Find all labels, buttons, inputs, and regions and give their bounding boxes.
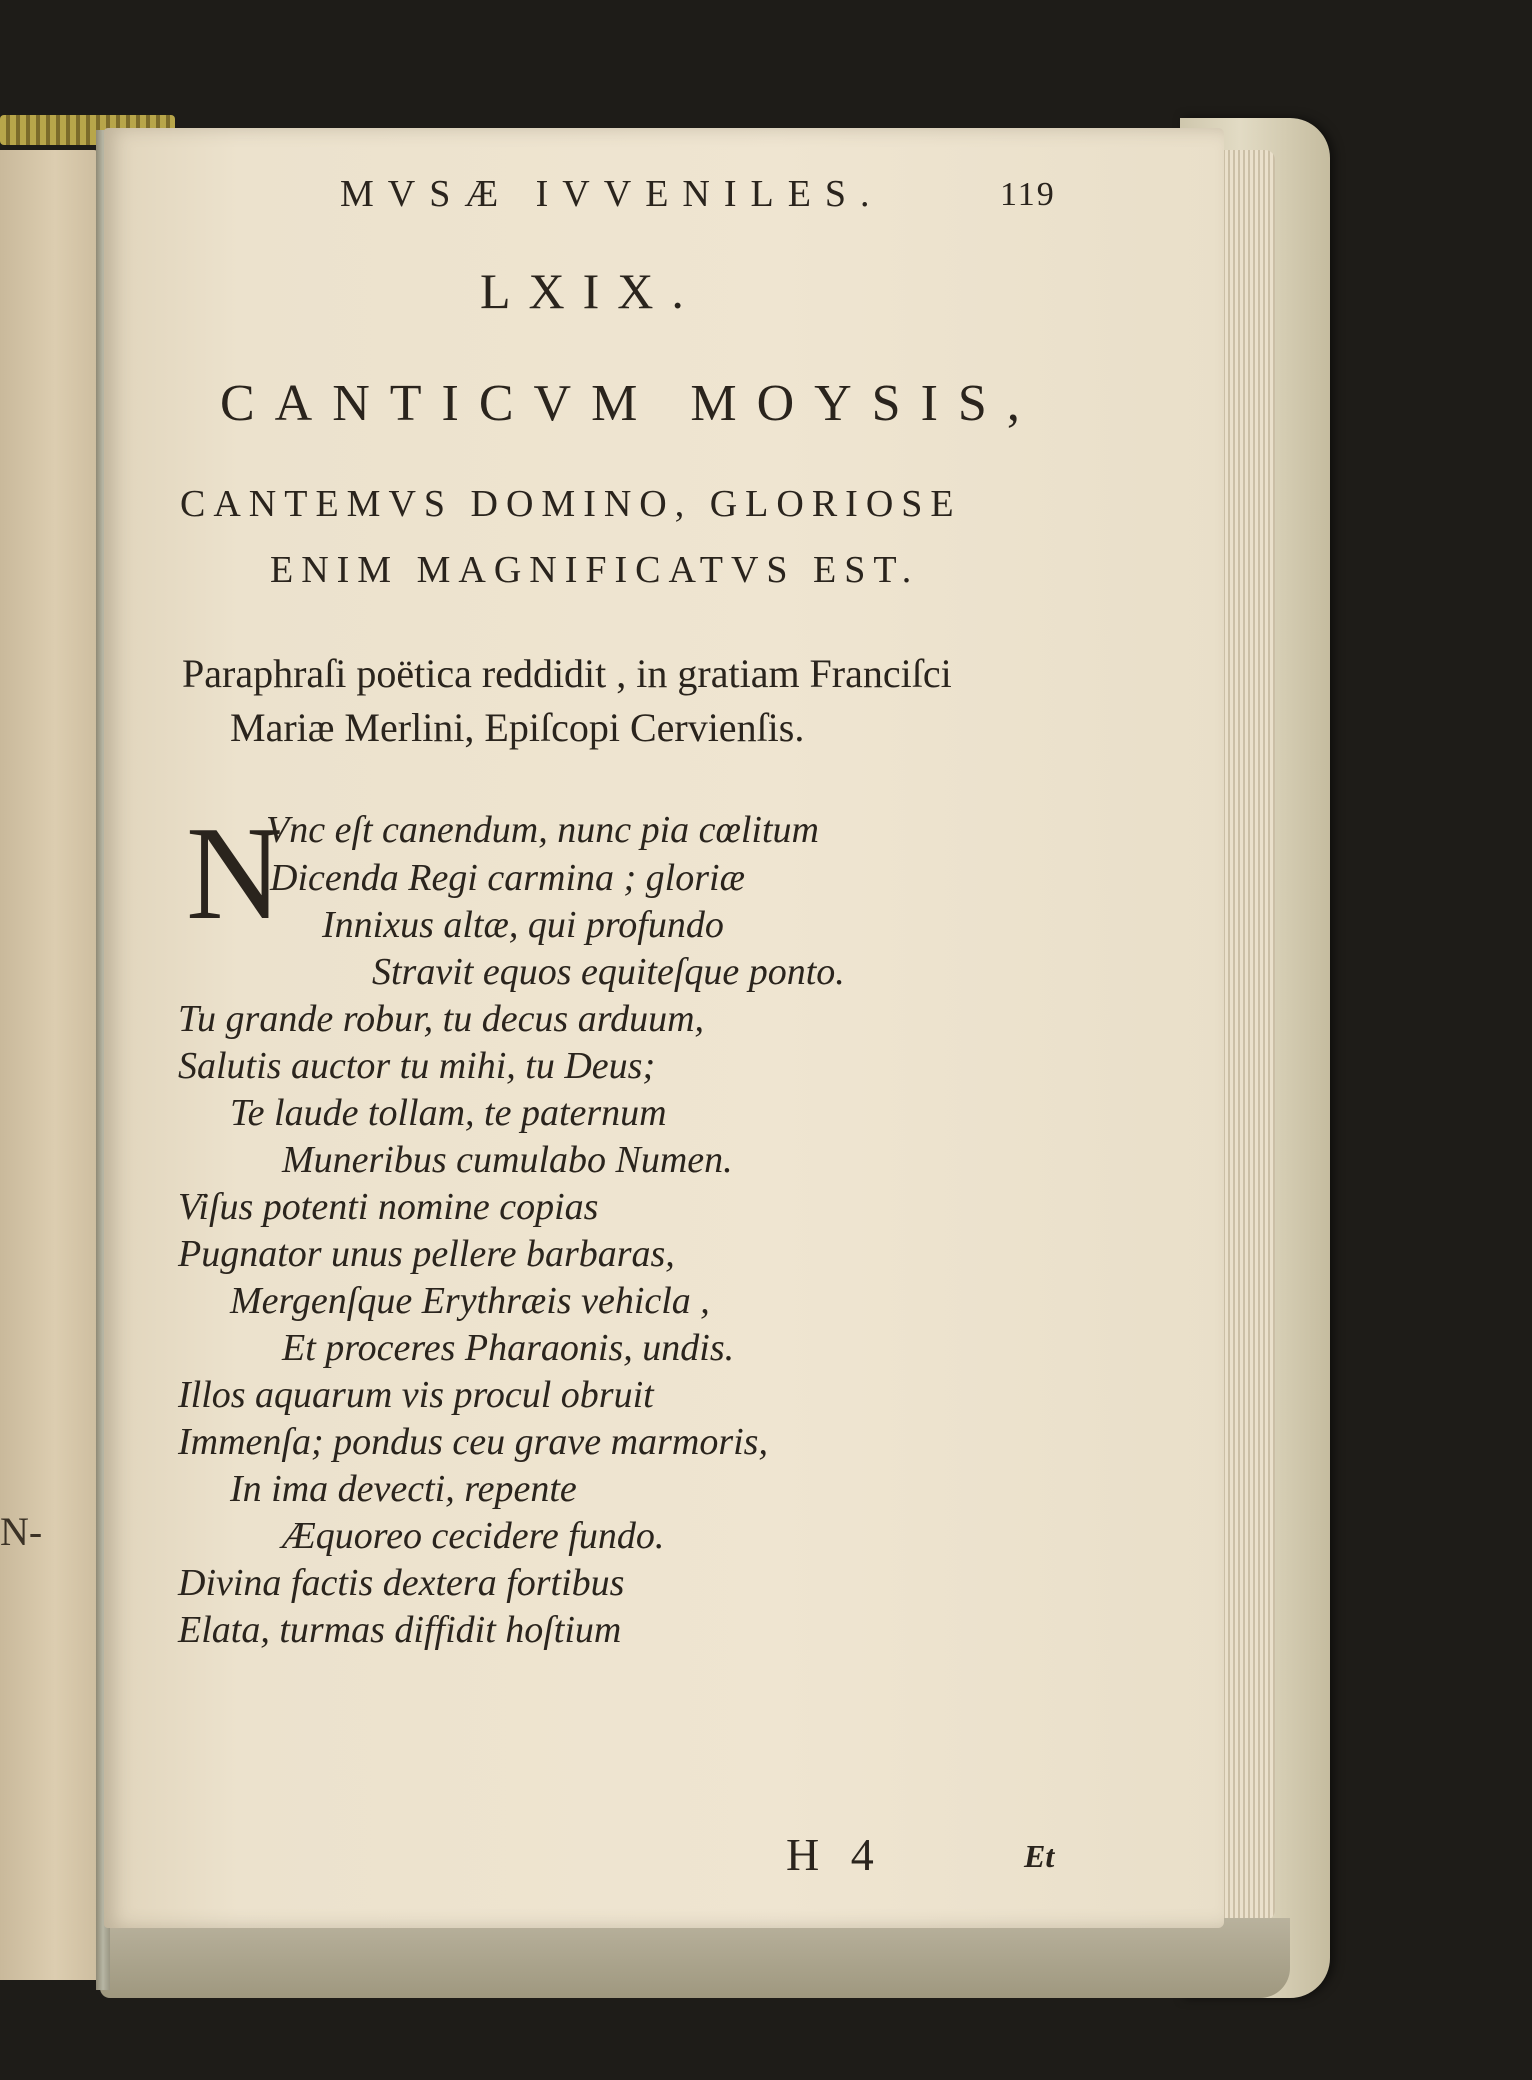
- verse-line: Pugnator unus pellere barbaras,: [178, 1233, 675, 1275]
- page-fore-edge: [1215, 150, 1275, 1920]
- poem-title: CANTICVM MOYSIS,: [220, 375, 1040, 432]
- subtitle-line: CANTEMVS DOMINO, GLORIOSE: [180, 483, 962, 525]
- verse-line: Immenſa; pondus ceu grave marmoris,: [178, 1421, 768, 1463]
- drop-cap: N: [186, 799, 283, 947]
- verse-line: Stravit equos equiteſque ponto.: [372, 951, 845, 993]
- left-page-edge: [0, 150, 100, 1980]
- page-number: 119: [1000, 176, 1056, 213]
- verse-line: Salutis auctor tu mihi, tu Deus;: [178, 1045, 656, 1087]
- verse-line: Te laude tollam, te paternum: [230, 1092, 667, 1134]
- verse-line: Elata, turmas diffidit hoſtium: [178, 1609, 622, 1651]
- verse-line: Divina factis dextera fortibus: [178, 1562, 625, 1604]
- paraphrase-line: Mariæ Merlini, Epiſcopi Cervienſis.: [230, 705, 805, 750]
- verse-line: Muneribus cumulabo Numen.: [282, 1139, 733, 1181]
- catchword: Et: [1024, 1838, 1055, 1874]
- subtitle-line: ENIM MAGNIFICATVS EST.: [270, 549, 920, 591]
- running-head: MVSÆ IVVENILES.: [340, 173, 884, 215]
- left-page-fragment: N-: [0, 1509, 43, 1554]
- poem-number: LXIX.: [480, 263, 702, 319]
- verse-line: Viſus potenti nomine copias: [178, 1186, 599, 1228]
- bottom-cover-edge: [100, 1918, 1290, 1998]
- paraphrase-line: Paraphraſi poëtica reddidit , in gratiam Franciſci: [182, 651, 952, 696]
- verse-line: Vnc eſt canendum, nunc pia cœlitum: [266, 809, 819, 851]
- signature-mark: H 4: [786, 1829, 884, 1880]
- verse-line: Et proceres Pharaonis, undis.: [282, 1327, 735, 1369]
- verse-line: Mergenſque Erythræis vehicla ,: [230, 1280, 710, 1322]
- verse-line: Dicenda Regi carmina ; gloriæ: [270, 857, 745, 899]
- verse-line: In ima devecti, repente: [230, 1468, 577, 1510]
- verse-line: Æquoreo cecidere fundo.: [282, 1515, 665, 1557]
- verse-line: Innixus altæ, qui profundo: [322, 904, 724, 946]
- verse-line: Tu grande robur, tu decus arduum,: [178, 998, 705, 1040]
- verse-line: Illos aquarum vis procul obruit: [178, 1374, 654, 1416]
